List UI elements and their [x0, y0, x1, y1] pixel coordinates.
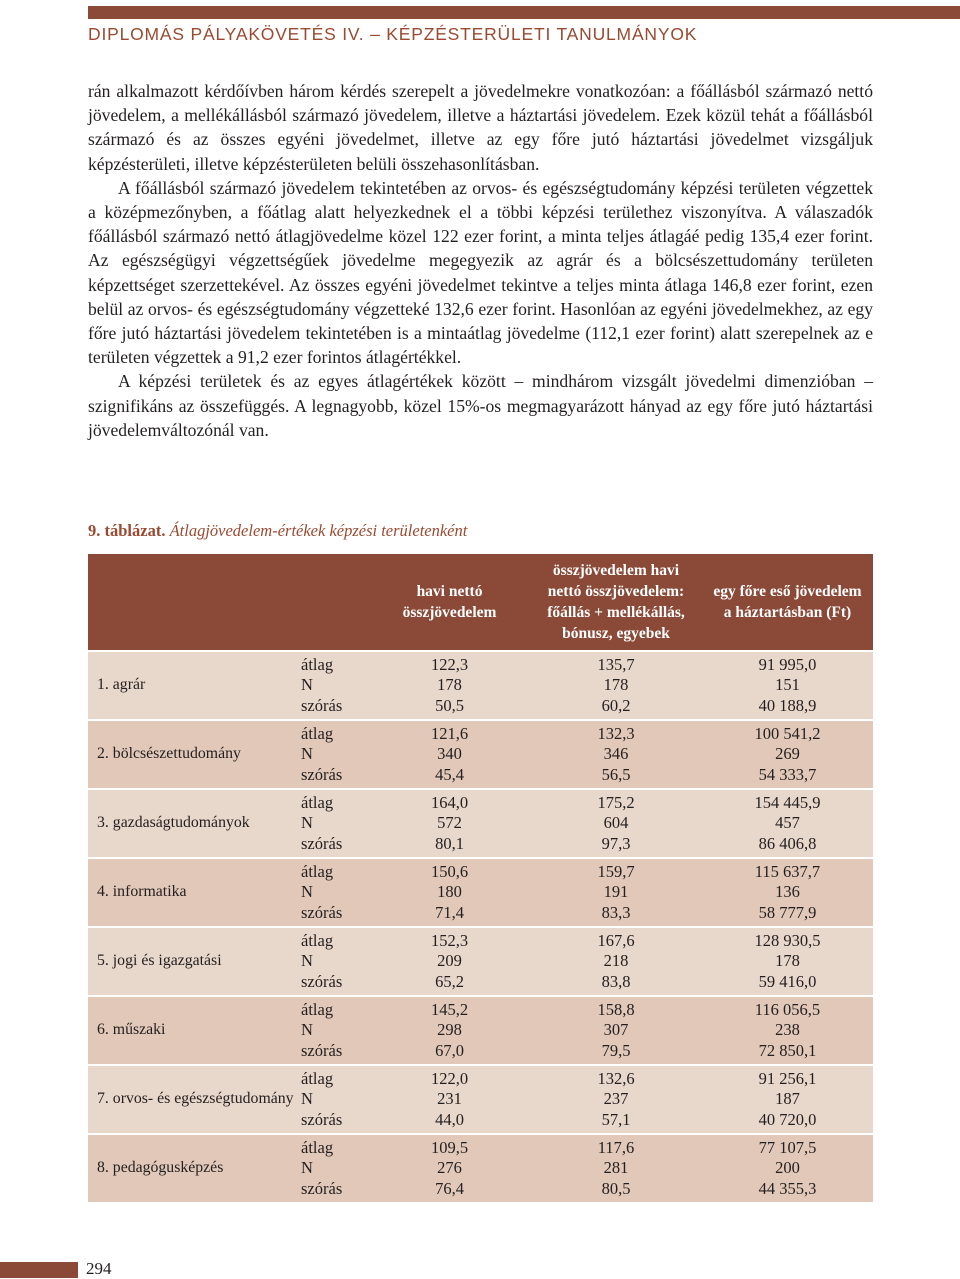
value: 60,2 — [601, 695, 631, 715]
stat-label: szórás — [301, 764, 343, 784]
household-income-cell — [702, 1066, 873, 1133]
value: 91 995,0 — [758, 654, 817, 674]
value: 572 — [437, 813, 462, 833]
stat-label: átlag — [301, 723, 334, 743]
page-number-rule — [0, 1262, 78, 1278]
header-rule — [88, 6, 960, 19]
value: 117,6 — [597, 1137, 635, 1157]
value: 175,2 — [597, 792, 635, 812]
value: 58 777,9 — [758, 902, 817, 922]
total-income-cell — [530, 997, 702, 1064]
value: 151 — [775, 675, 800, 695]
net-income-cell — [369, 1066, 530, 1133]
value: 109,5 — [430, 1137, 469, 1157]
value: 86 406,8 — [758, 833, 817, 853]
value: 150,6 — [430, 861, 469, 881]
net-income-cell — [369, 790, 530, 857]
stat-label: átlag — [301, 792, 334, 812]
value: 83,3 — [601, 902, 631, 922]
value: 167,6 — [597, 930, 635, 950]
income-table — [88, 552, 873, 1204]
household-income-cell — [702, 652, 873, 719]
table-row — [88, 928, 873, 995]
value: 121,6 — [430, 723, 469, 743]
total-income-cell — [530, 1066, 702, 1133]
value: 604 — [603, 813, 629, 833]
paragraph-3: A képzési területek és az egyes átlagértékek között – mindhárom vizsgált jövedelmi dimenzióban – szignifikáns az összefüggés. A legnagyobb, közel 15%-os megmagyarázott hányad az egy főre jutó háztartási jövedelemváltozónál van. — [88, 371, 873, 440]
value: 298 — [437, 1020, 462, 1040]
header-total-income: összjövedelem havi nettó összjövedelem: főállás + mellékállás, bónusz, egyebek — [530, 554, 702, 650]
value: 178 — [775, 951, 800, 971]
value: 77 107,5 — [758, 1137, 817, 1157]
area-cell: 8. pedagógusképzés — [88, 1135, 301, 1202]
value: 100 541,2 — [754, 723, 821, 743]
header-household-income: egy főre eső jövedelem a háztartásban (Ft) — [702, 554, 873, 650]
value: 57,1 — [601, 1109, 631, 1129]
value: 346 — [603, 744, 629, 764]
value: 457 — [775, 813, 800, 833]
value: 307 — [603, 1020, 629, 1040]
total-income-cell — [530, 652, 702, 719]
stat-label: szórás — [301, 833, 343, 853]
household-income-cell — [702, 1135, 873, 1202]
table-row — [88, 859, 873, 926]
stat-labels-cell — [301, 1135, 369, 1202]
stat-label: N — [301, 744, 313, 764]
value: 59 416,0 — [758, 971, 817, 991]
net-income-cell — [369, 928, 530, 995]
value: 91 256,1 — [758, 1068, 817, 1088]
stat-label: N — [301, 1020, 313, 1040]
stat-labels-cell — [301, 1066, 369, 1133]
stat-labels-cell — [301, 652, 369, 719]
table-header-row — [88, 554, 873, 650]
net-income-cell — [369, 997, 530, 1064]
table-caption-number: 9. táblázat. — [88, 521, 166, 540]
household-income-cell — [702, 997, 873, 1064]
value: 71,4 — [435, 902, 464, 922]
running-header: DIPLOMÁS PÁLYAKÖVETÉS IV. – KÉPZÉSTERÜLETI TANULMÁNYOK — [88, 24, 698, 44]
stat-label: átlag — [301, 930, 334, 950]
value: 83,8 — [601, 971, 631, 991]
value: 67,0 — [435, 1040, 464, 1060]
value: 50,5 — [435, 695, 464, 715]
stat-label: N — [301, 882, 313, 902]
header-stat — [301, 554, 369, 650]
area-cell: 1. agrár — [88, 652, 301, 719]
value: 191 — [603, 882, 629, 902]
value: 231 — [437, 1089, 462, 1109]
stat-labels-cell — [301, 790, 369, 857]
area-cell: 2. bölcsészettudomány — [88, 721, 301, 788]
body-text — [88, 79, 873, 442]
stat-label: szórás — [301, 695, 343, 715]
area-cell: 4. informatika — [88, 859, 301, 926]
value: 65,2 — [435, 971, 464, 991]
stat-label: N — [301, 813, 313, 833]
table-caption — [88, 521, 873, 541]
value: 154 445,9 — [754, 792, 821, 812]
net-income-cell — [369, 652, 530, 719]
header-net-income: havi nettó összjövedelem — [369, 554, 530, 650]
net-income-cell — [369, 721, 530, 788]
paragraph-1: rán alkalmazott kérdőívben három kérdés szerepelt a jövedelmekre vonatkozóan: a főállásból származó nettó jövedelem, a mellékállásból származó jövedelem, illetve a háztartási jövedelem. Ezek közül tehát a főállásból származó és az összes egyéni jövedelmet, illetve az egy főre jutó háztartási jövedelmet vizsgáljuk képzésterületi, illetve képzésterületen belüli összehasonlításban. — [88, 81, 873, 174]
area-cell: 5. jogi és igazgatási — [88, 928, 301, 995]
value: 40 188,9 — [758, 695, 817, 715]
value: 44 355,3 — [758, 1178, 817, 1198]
header-area — [88, 554, 301, 650]
value: 115 637,7 — [754, 861, 821, 881]
stat-label: átlag — [301, 861, 334, 881]
net-income-cell — [369, 859, 530, 926]
value: 187 — [775, 1089, 800, 1109]
total-income-cell — [530, 1135, 702, 1202]
value: 145,2 — [430, 999, 469, 1019]
value: 97,3 — [601, 833, 631, 853]
paragraph-2: A főállásból származó jövedelem tekintetében az orvos- és egészségtudomány képzési területen végzettek a középmezőnyben, a főátlag alatt helyezkednek el a többi képzési területhez viszonyítva. A válaszadók főállásból származó nettó átlagjövedelme közel 122 ezer forint, a minta teljes átlagáé pedig 135,4 ezer forint. Az egészségügyi végzettségűek jövedelme megegyezik az agrár és a bölcsészettudomány területen képzettséget szerzettekével. Az összes egyéni jövedelmet tekintve a teljes minta átlaga 146,8 ezer forint, ezen belül az orvos- és egészségtudomány végzetteké 132,6 ezer forint. Hasonlóan az egyéni jövedelmekhez, az egy főre jutó háztartási jövedelem tekintetében is a mintaátlag jövedelme (112,1 ezer forint) alatt szerepelnek az e területen végzettek a 91,2 ezer forintos átlagértékkel. — [88, 177, 873, 368]
total-income-cell — [530, 721, 702, 788]
value: 80,5 — [601, 1178, 631, 1198]
value: 238 — [775, 1020, 800, 1040]
value: 54 333,7 — [758, 764, 817, 784]
value: 80,1 — [435, 833, 464, 853]
table-row — [88, 1066, 873, 1133]
value: 158,8 — [597, 999, 635, 1019]
stat-label: átlag — [301, 999, 334, 1019]
stat-labels-cell — [301, 859, 369, 926]
value: 45,4 — [435, 764, 464, 784]
value: 122,0 — [430, 1068, 469, 1088]
value: 340 — [437, 744, 462, 764]
stat-label: szórás — [301, 1040, 343, 1060]
value: 40 720,0 — [758, 1109, 817, 1129]
area-cell: 7. orvos- és egészségtudomány — [88, 1066, 301, 1133]
value: 281 — [603, 1158, 629, 1178]
table-caption-title: Átlagjövedelem-értékek képzési területenként — [169, 521, 468, 540]
total-income-cell — [530, 859, 702, 926]
value: 178 — [603, 675, 629, 695]
stat-label: átlag — [301, 1068, 334, 1088]
value: 79,5 — [601, 1040, 631, 1060]
stat-label: átlag — [301, 654, 334, 674]
value: 135,7 — [597, 654, 635, 674]
value: 128 930,5 — [754, 930, 821, 950]
stat-label: N — [301, 951, 313, 971]
household-income-cell — [702, 859, 873, 926]
value: 132,3 — [597, 723, 635, 743]
value: 72 850,1 — [758, 1040, 817, 1060]
page-number: 294 — [86, 1259, 112, 1278]
total-income-cell — [530, 790, 702, 857]
area-cell: 6. műszaki — [88, 997, 301, 1064]
value: 218 — [603, 951, 629, 971]
stat-label: szórás — [301, 902, 343, 922]
value: 76,4 — [435, 1178, 464, 1198]
value: 276 — [437, 1158, 462, 1178]
net-income-cell — [369, 1135, 530, 1202]
stat-label: N — [301, 1089, 313, 1109]
stat-labels-cell — [301, 997, 369, 1064]
value: 200 — [775, 1158, 800, 1178]
value: 159,7 — [597, 861, 635, 881]
table-row — [88, 721, 873, 788]
stat-label: N — [301, 675, 313, 695]
stat-label: szórás — [301, 971, 343, 991]
value: 122,3 — [430, 654, 469, 674]
value: 44,0 — [435, 1109, 464, 1129]
area-cell: 3. gazdaságtudományok — [88, 790, 301, 857]
value: 164,0 — [430, 792, 469, 812]
stat-label: szórás — [301, 1178, 343, 1198]
value: 180 — [437, 882, 462, 902]
total-income-cell — [530, 928, 702, 995]
value: 152,3 — [430, 930, 469, 950]
value: 116 056,5 — [754, 999, 821, 1019]
value: 132,6 — [597, 1068, 635, 1088]
stat-labels-cell — [301, 928, 369, 995]
household-income-cell — [702, 721, 873, 788]
table-row — [88, 652, 873, 719]
table-row — [88, 997, 873, 1064]
value: 136 — [775, 882, 800, 902]
value: 209 — [437, 951, 462, 971]
stat-labels-cell — [301, 721, 369, 788]
stat-label: szórás — [301, 1109, 343, 1129]
table-row — [88, 1135, 873, 1202]
household-income-cell — [702, 928, 873, 995]
table-body — [88, 652, 873, 1202]
stat-label: N — [301, 1158, 313, 1178]
value: 269 — [775, 744, 800, 764]
table-row — [88, 790, 873, 857]
value: 56,5 — [601, 764, 631, 784]
stat-label: átlag — [301, 1137, 334, 1157]
value: 237 — [603, 1089, 629, 1109]
household-income-cell — [702, 790, 873, 857]
value: 178 — [437, 675, 462, 695]
